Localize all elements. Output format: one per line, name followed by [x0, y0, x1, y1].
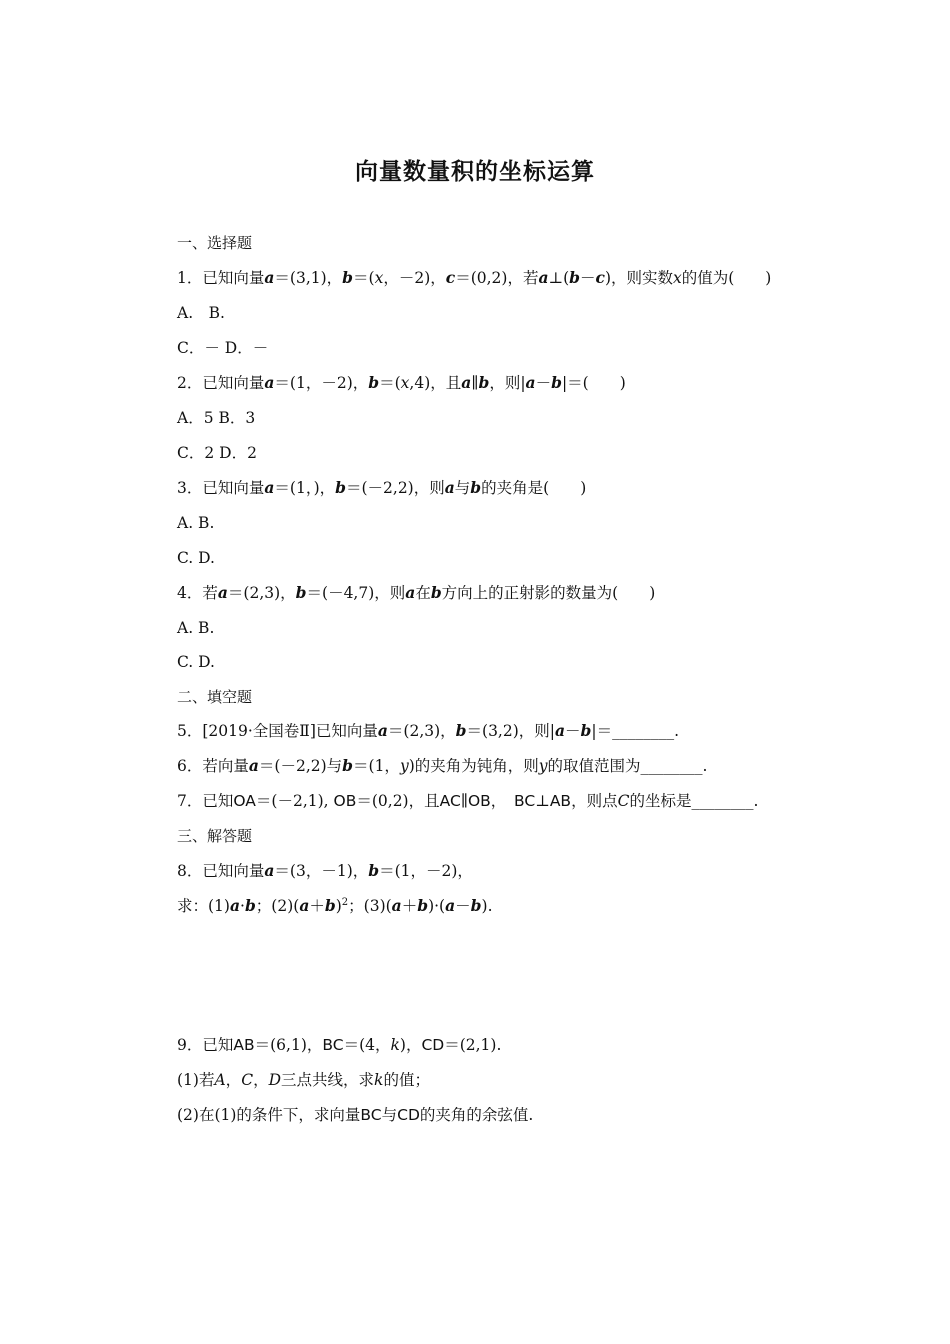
- section-heading-choice: 一、选择题: [177, 234, 253, 252]
- question-3: 3．已知向量a＝(1，)，b＝(－2,2)，则a与b的夹角是( ): [177, 478, 587, 497]
- question-9-part-1: (1)若A，C，D三点共线，求k的值；: [177, 1071, 430, 1089]
- question-1-options-ab: A. B.: [177, 304, 225, 322]
- question-9-part-2: (2)在(1)的条件下，求向量BC与CD的夹角的余弦值.: [177, 1106, 534, 1124]
- question-9: 9．已知AB＝(6,1)，BC＝(4，k)，CD＝(2,1).: [177, 1036, 502, 1054]
- question-8-requirements: 求：(1)a·b；$(2)(a+b)^2$；(3)(a＋b)·(a－b).: [177, 896, 493, 915]
- question-5: 5．[2019·全国卷Ⅱ]已知向量a＝(2,3)，b＝(3,2)，则|a－b|＝________.: [177, 721, 680, 740]
- question-3-options-ab: A. B.: [177, 514, 215, 532]
- question-1: 1．已知向量a＝(3,1)，b＝(x，－2)，c＝(0,2)，若a⊥(b－c)，则实数x的值为( ): [177, 268, 772, 287]
- question-2-options-cd: C．2 D．2: [177, 444, 257, 462]
- section-heading-fill: 二、填空题: [177, 688, 253, 706]
- question-3-options-cd: C. D.: [177, 549, 215, 567]
- question-6: 6．若向量a＝(－2,2)与b＝(1，y)的夹角为钝角，则y的取值范围为________.: [177, 756, 708, 775]
- question-2: 2．已知向量a＝(1，－2)，b＝(x,4)，且a∥b，则|a－b|＝( ): [177, 373, 626, 392]
- question-8: 8．已知向量a＝(3，－1)，b＝(1，－2)，: [177, 861, 473, 880]
- question-1-options-cd: C．－ D．－: [177, 339, 269, 357]
- question-7: 7．已知OA＝(－2,1), OB＝(0,2)，且AC∥OB， BC⊥AB，则点C的坐标是________.: [177, 792, 759, 810]
- question-4-options-ab: A. B.: [177, 619, 215, 637]
- page-title: 向量数量积的坐标运算: [355, 159, 595, 185]
- question-4: 4．若a＝(2,3)，b＝(－4,7)，则a在b方向上的正射影的数量为( ): [177, 583, 656, 602]
- section-heading-answer: 三、解答题: [177, 827, 253, 845]
- question-4-options-cd: C. D.: [177, 653, 215, 671]
- question-2-options-ab: A．5 B．3: [177, 409, 256, 427]
